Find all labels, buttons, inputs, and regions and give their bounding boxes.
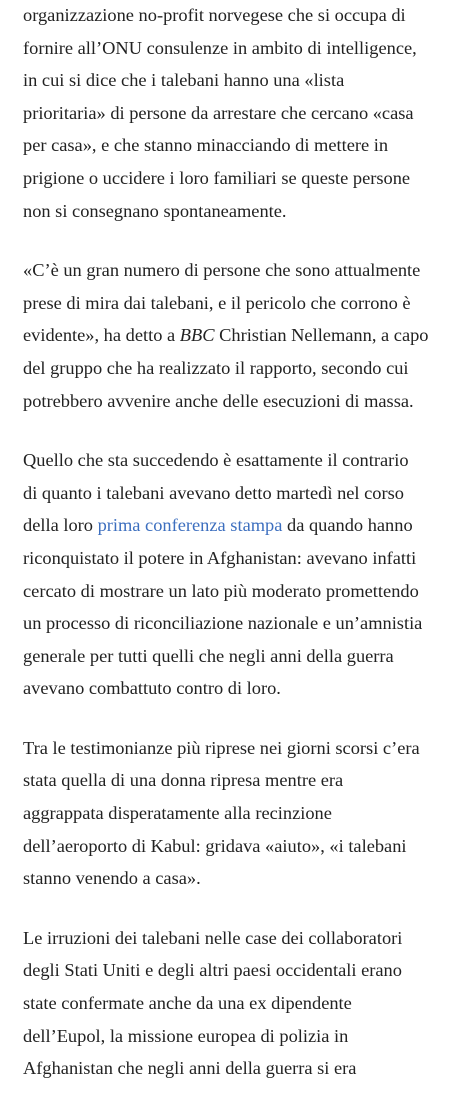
- article-body: [23, 0, 463, 1112]
- text-line: cercato di mostrare un lato più moderato promettendo: [23, 580, 419, 601]
- text-line: dell’aeroporto di Kabul: gridava «aiuto», «i talebani: [23, 835, 407, 856]
- text-segment: Christian Nellemann, a capo: [214, 325, 429, 346]
- text-line: prese di mira dai talebani, e il pericolo che corrono è: [23, 292, 411, 313]
- text-line: «C’è un gran numero di persone che sono attualmente: [23, 260, 421, 281]
- text-line: per casa», e che stanno minacciando di mettere in: [23, 135, 389, 156]
- text-line: prigione o uccidere i loro familiari se queste persone: [23, 167, 411, 188]
- text-line: [23, 509, 463, 542]
- paragraph-3: [23, 444, 463, 705]
- text-segment: della loro: [23, 515, 98, 536]
- text-line: avevano combattuto contro di loro.: [23, 678, 281, 699]
- paragraph-2: [23, 254, 463, 417]
- text-segment: evidente», ha detto a: [23, 325, 176, 346]
- text-line: dell’Eupol, la missione europea di polizia in: [23, 1025, 349, 1046]
- paragraph-4: [23, 732, 463, 895]
- text-line: stanno venendo a casa».: [23, 868, 201, 889]
- text-line: aggrappata disperatamente alla recinzione: [23, 803, 332, 824]
- text-line: generale per tutti quelli che negli anni della guerra: [23, 645, 394, 666]
- text-line: Le irruzioni dei talebani nelle case dei collaboratori: [23, 927, 403, 948]
- text-line: non si consegnano spontaneamente.: [23, 200, 287, 221]
- text-line: in cui si dice che i talebani hanno una «lista: [23, 70, 345, 91]
- text-line: Afghanistan che negli anni della guerra si era: [23, 1058, 357, 1079]
- text-line: prioritaria» di persone da arrestare che cercano «casa: [23, 102, 414, 123]
- text-line: stata quella di una donna ripresa mentre era: [23, 770, 344, 791]
- press-conference-link[interactable]: prima conferenza stampa: [97, 515, 283, 536]
- text-line: organizzazione no-profit norvegese che si occupa di: [23, 5, 406, 25]
- text-line: degli Stati Uniti e degli altri paesi occidentali erano: [23, 960, 402, 981]
- paragraph-5: [23, 922, 463, 1085]
- text-line: Quello che sta succedendo è esattamente il contrario: [23, 450, 409, 471]
- text-line: state confermate anche da una ex dipendente: [23, 993, 352, 1014]
- text-line: [23, 319, 463, 352]
- text-line: di quanto i talebani avevano detto martedì nel corso: [23, 482, 404, 503]
- text-line: fornire all’ONU consulenze in ambito di intelligence,: [23, 37, 417, 58]
- text-line: un processo di riconciliazione nazionale e un’amnistia: [23, 613, 423, 634]
- text-line: riconquistato il potere in Afghanistan: avevano infatti: [23, 547, 417, 568]
- text-line: del gruppo che ha realizzato il rapporto, secondo cui: [23, 357, 409, 378]
- text-line: Tra le testimonianze più riprese nei giorni scorsi c’era: [23, 737, 420, 758]
- paragraph-1: [23, 0, 463, 227]
- text-segment: da quando hanno: [282, 515, 413, 536]
- source-name: BBC: [179, 325, 215, 346]
- text-line: potrebbero avvenire anche delle esecuzioni di massa.: [23, 390, 414, 411]
